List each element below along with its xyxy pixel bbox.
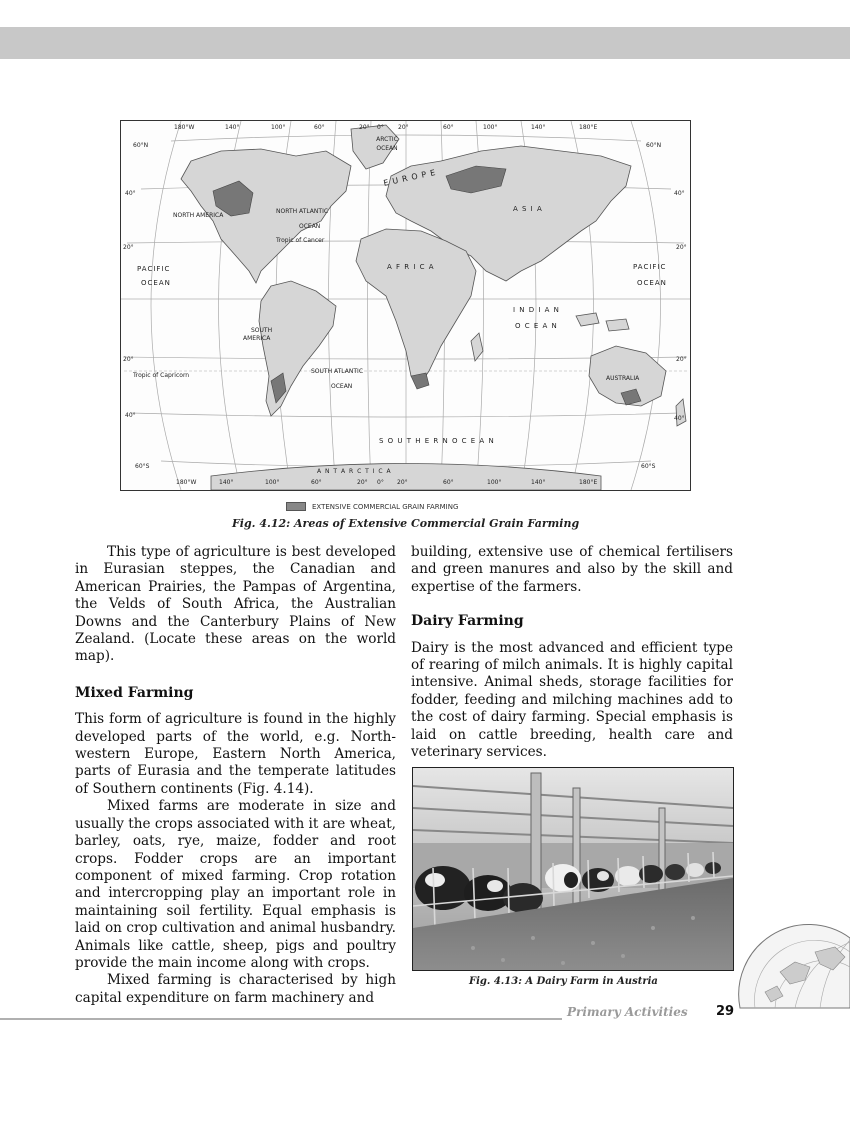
map-caption: Fig. 4.12: Areas of Extensive Commercial Grain Farming xyxy=(232,517,580,530)
paragraph-mixed-capital: Mixed farming is characterised by high capital expenditure on farm machinery and xyxy=(75,972,396,1006)
lon-bottom-5: 20° xyxy=(357,479,368,486)
left-column xyxy=(75,544,396,1007)
lon-bottom-1: 180°W xyxy=(176,479,197,486)
lat-left-3: 20° xyxy=(123,244,134,251)
lon-top-8: 60° xyxy=(443,124,454,131)
right-column xyxy=(411,544,733,761)
label-pacific-left: PACIFIC xyxy=(137,265,171,273)
header-band xyxy=(0,27,850,59)
lon-top-4: 60° xyxy=(314,124,325,131)
label-indian: I N D I A N xyxy=(513,306,560,314)
lon-bottom-6: 0° xyxy=(377,479,384,486)
photo-caption: Fig. 4.13: A Dairy Farm in Austria xyxy=(469,976,658,987)
label-north-atlantic-ocean: OCEAN xyxy=(299,223,321,230)
lon-top-2: 140° xyxy=(225,124,240,131)
paragraph-mixed-intro: This form of agriculture is found in the highly developed parts of the world, e.g. North-western Europe, Eastern North America, parts of Eurasia and the temperate latitudes of Southern continents (Fig. 4.14). xyxy=(75,711,396,797)
map-legend xyxy=(286,502,458,511)
lon-bottom-7: 20° xyxy=(397,479,408,486)
lat-right-5: 40° xyxy=(674,415,685,422)
label-pacific-right: PACIFIC xyxy=(633,263,667,271)
lon-bottom-3: 100° xyxy=(265,479,280,486)
lon-top-10: 140° xyxy=(531,124,546,131)
lat-right-4: 20° xyxy=(676,356,687,363)
lon-top-3: 100° xyxy=(271,124,286,131)
label-europe: EUROPE xyxy=(382,167,440,188)
lon-top-6: 0° xyxy=(377,124,384,131)
legend-label: EXTENSIVE COMMERCIAL GRAIN FARMING xyxy=(312,502,459,511)
world-map xyxy=(120,120,691,491)
label-southern-ocean: S O U T H E R N O C E A N xyxy=(379,437,495,445)
label-arctic-ocean: ARCTIC OCEAN xyxy=(376,136,398,152)
paragraph-dairy: Dairy is the most advanced and efficient type of rearing of milch animals. It is highly capital intensive. Animal sheds, storage facilities for fodder, feeding and milching machines add to the cost of dairy farming. Special emphasis is laid on cattle breeding, health care and veterinary services. xyxy=(411,639,733,761)
label-north-america: NORTH AMERICA xyxy=(173,212,224,219)
lat-right-6: 60°S xyxy=(641,463,656,470)
dairy-photo-graphic xyxy=(413,768,733,970)
dairy-farm-photo xyxy=(412,767,734,971)
paragraph-mixed-crops: Mixed farms are moderate in size and usually the crops associated with it are wheat, barley, oats, rye, maize, fodder and root crops. Fodder crops are an important component of mixed farming. Crop rotation and intercropping play an important role in maintaining soil fertility. Equal emphasis is laid on crop cultivation and animal husbandry. Animals like cattle, sheep, pigs and poultry provide the main income along with crops. xyxy=(75,798,396,971)
lon-bottom-9: 100° xyxy=(487,479,502,486)
lat-right-3: 20° xyxy=(676,244,687,251)
footer-rule xyxy=(0,1018,562,1020)
heading-dairy-farming: Dairy Farming xyxy=(411,613,524,630)
lat-left-6: 60°S xyxy=(135,463,150,470)
label-tropic-cancer: Tropic of Cancer xyxy=(276,237,325,244)
lon-bottom-11: 180°E xyxy=(579,479,598,486)
lat-left-5: 40° xyxy=(125,412,136,419)
label-north-atlantic: NORTH ATLANTIC xyxy=(276,208,329,215)
label-africa: A F R I C A xyxy=(387,263,435,271)
lon-bottom-10: 140° xyxy=(531,479,546,486)
label-pacific-left-ocean: OCEAN xyxy=(141,279,171,287)
paragraph-mixed-continued: building, extensive use of chemical fertilisers and green manures and also by the skill and expertise of the farmers. xyxy=(411,544,733,595)
globe-decoration-icon xyxy=(735,922,850,1010)
page-number: 29 xyxy=(716,1004,735,1019)
label-pacific-right-ocean: OCEAN xyxy=(637,279,667,287)
paragraph-grain-regions: This type of agriculture is best developed in Eurasian steppes, the Canadian and American Prairies, the Pampas of Argentina, the Velds of South Africa, the Australian Downs and the Canterbury Plains of New Zealand. (Locate these areas on the world map). xyxy=(75,544,396,665)
label-tropic-capricorn: Tropic of Capricorn xyxy=(133,372,190,379)
legend-swatch xyxy=(286,502,306,511)
lat-left-4: 20° xyxy=(123,356,134,363)
label-south-america: SOUTH xyxy=(251,327,273,334)
lat-left-1: 60°N xyxy=(133,142,149,149)
label-south-america-2: AMERICA xyxy=(243,335,271,342)
lon-top-1: 180°W xyxy=(174,124,195,131)
lon-top-11: 180°E xyxy=(579,124,598,131)
lon-top-5: 20° xyxy=(359,124,370,131)
lon-top-7: 20° xyxy=(398,124,409,131)
label-south-atlantic: SOUTH ATLANTIC xyxy=(311,368,364,375)
lon-bottom-4: 60° xyxy=(311,479,322,486)
lon-top-9: 100° xyxy=(483,124,498,131)
label-indian-ocean: O C E A N xyxy=(515,322,558,330)
lat-right-1: 60°N xyxy=(646,142,662,149)
label-antarctica: A N T A R C T I C A xyxy=(317,468,392,475)
lat-left-2: 40° xyxy=(125,190,136,197)
lon-bottom-8: 60° xyxy=(443,479,454,486)
lon-bottom-2: 140° xyxy=(219,479,234,486)
label-asia: A S I A xyxy=(513,205,543,213)
lat-right-2: 40° xyxy=(674,190,685,197)
label-australia: AUSTRALIA xyxy=(606,375,640,382)
label-south-atlantic-ocean: OCEAN xyxy=(331,383,353,390)
footer-title: Primary Activities xyxy=(567,1005,688,1019)
heading-mixed-farming: Mixed Farming xyxy=(75,684,194,701)
